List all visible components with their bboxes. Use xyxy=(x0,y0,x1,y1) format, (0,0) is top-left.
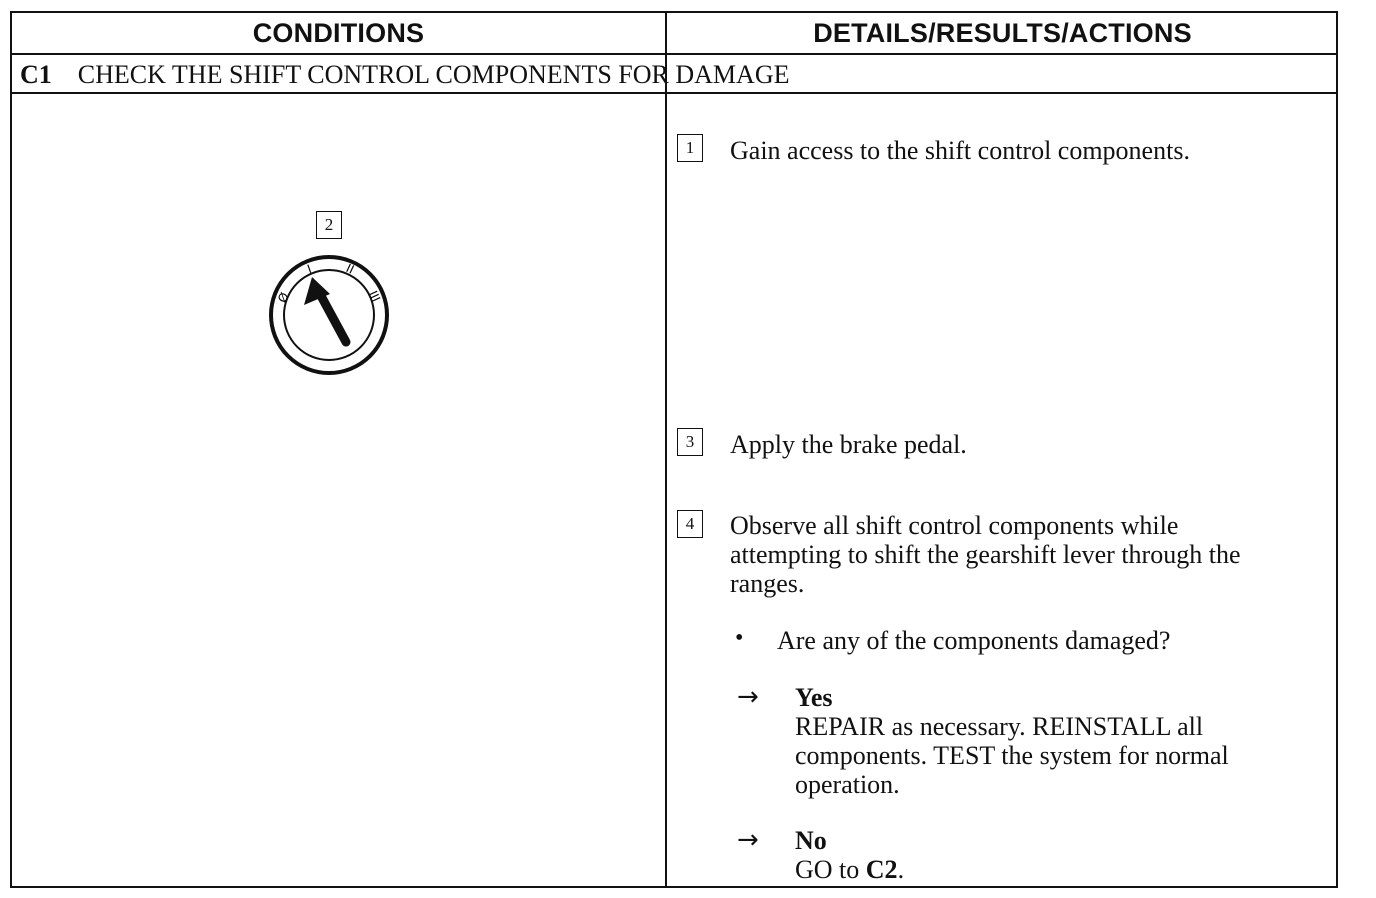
no-action-suffix: . xyxy=(897,855,905,884)
step-4-line-2: attempting to shift the gearshift lever through the xyxy=(730,540,1241,569)
yes-line-3: operation. xyxy=(795,770,900,799)
row-title-text: CHECK THE SHIFT CONTROL COMPONENTS FOR DAMAGE xyxy=(77,60,790,89)
yes-line-2: components. TEST the system for normal xyxy=(795,741,1229,770)
dial-mark-off: Ø xyxy=(274,290,292,306)
dial-mark-2: II xyxy=(343,261,357,277)
figure-callout: 2 xyxy=(316,211,342,239)
step-1-text: Gain access to the shift control components. xyxy=(730,136,1190,165)
question-bullet: • xyxy=(735,625,744,651)
step-box-4: 4 xyxy=(677,510,703,538)
dial-mark-3: III xyxy=(365,288,383,305)
header-divider xyxy=(12,53,1336,55)
no-action-target[interactable]: C2 xyxy=(865,855,898,884)
step-box-3: 3 xyxy=(677,428,703,456)
step-box-1: 1 xyxy=(677,134,703,162)
no-action-prefix: GO to xyxy=(795,855,866,884)
no-action xyxy=(795,855,904,884)
yes-arrow: → xyxy=(737,682,759,712)
header-details: DETAILS/RESULTS/ACTIONS xyxy=(813,17,1192,48)
yes-label: Yes xyxy=(795,683,833,712)
column-divider xyxy=(665,13,667,886)
step-4-line-1: Observe all shift control components while xyxy=(730,511,1179,540)
no-arrow: → xyxy=(737,825,759,855)
row-title xyxy=(20,57,789,93)
step-3-text: Apply the brake pedal. xyxy=(730,430,967,459)
yes-line-1: REPAIR as necessary. REINSTALL all xyxy=(795,712,1204,741)
header-conditions: CONDITIONS xyxy=(252,17,425,48)
dial-arrow-shaft xyxy=(320,294,346,342)
row-code: C1 xyxy=(20,60,52,89)
question-text: Are any of the components damaged? xyxy=(777,626,1171,655)
dial-mark-1: I xyxy=(305,261,314,277)
ignition-dial-figure xyxy=(266,250,392,376)
step-4-line-3: ranges. xyxy=(730,569,805,598)
no-label: No xyxy=(795,826,827,855)
